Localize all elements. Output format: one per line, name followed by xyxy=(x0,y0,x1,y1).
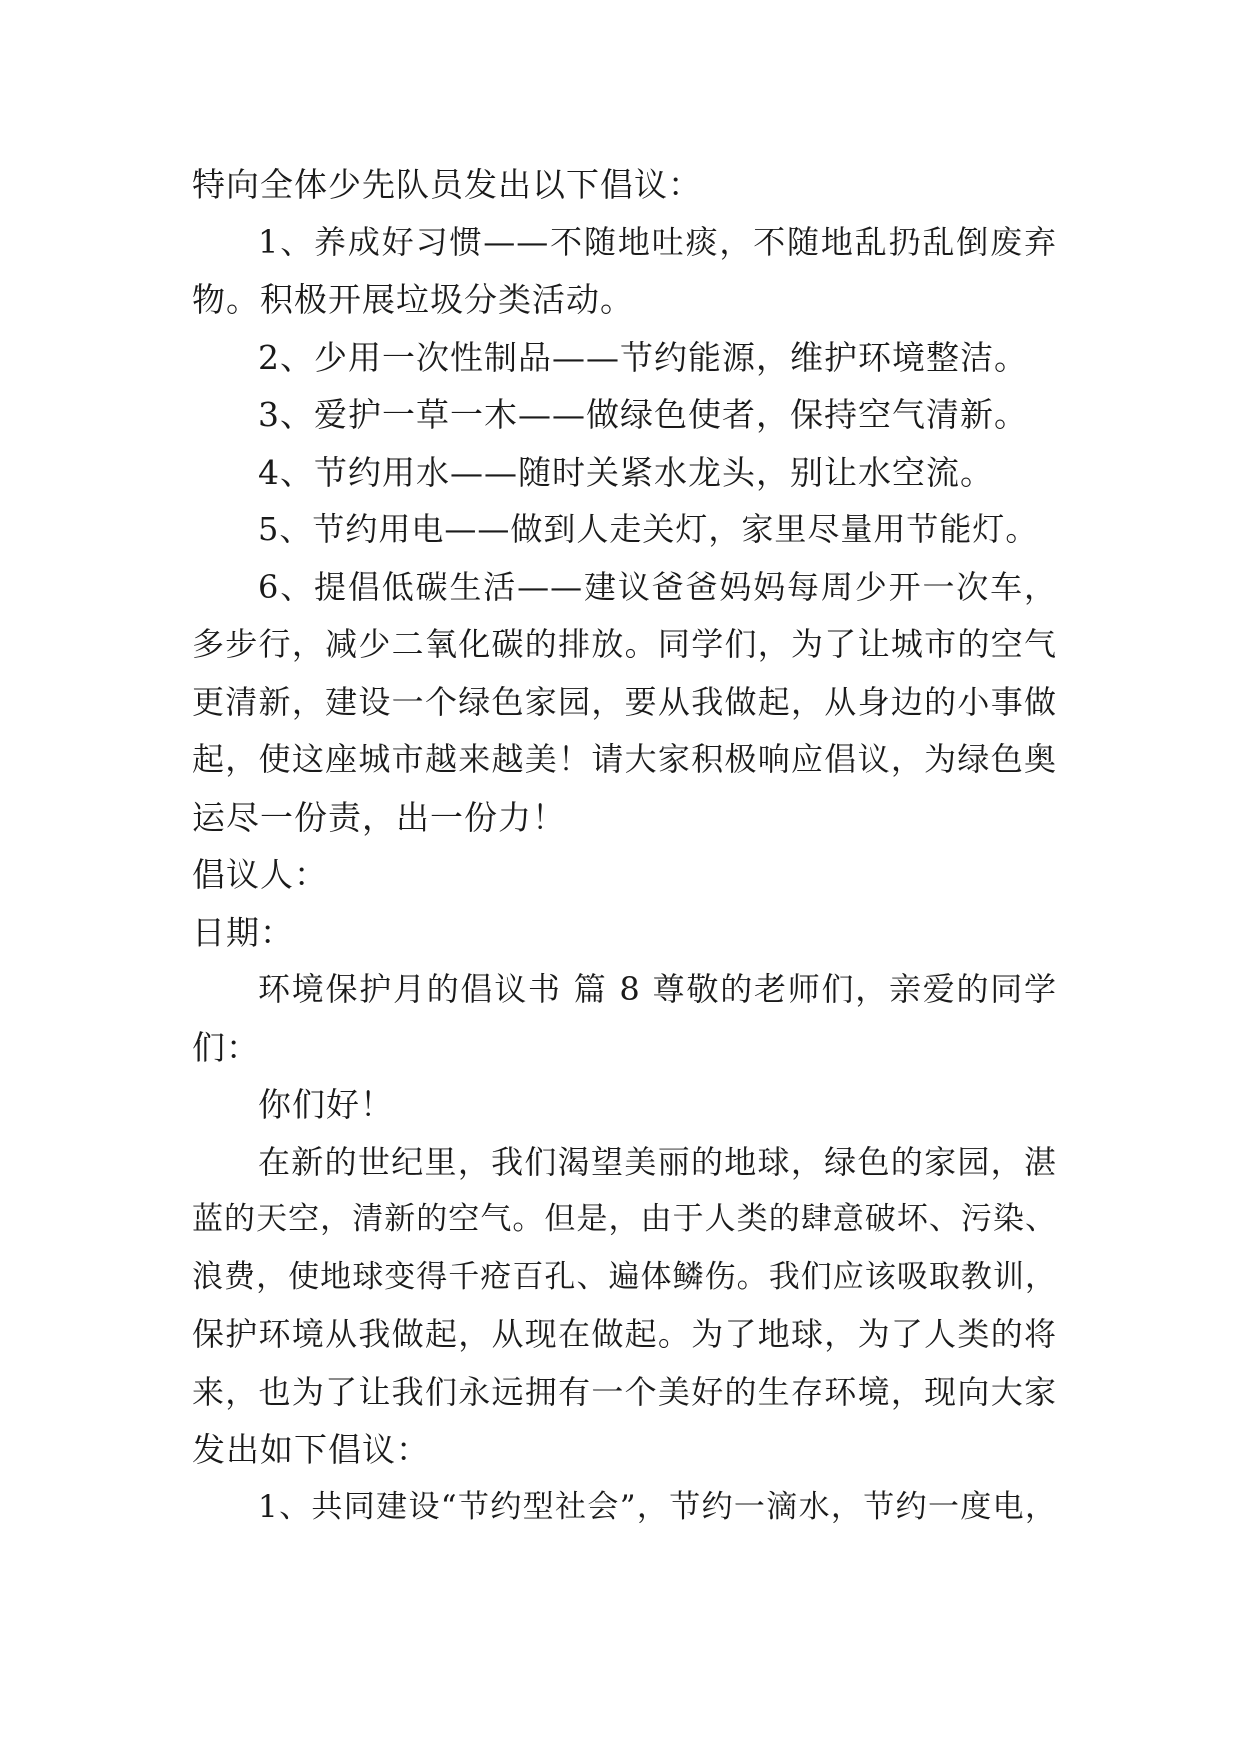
text-line: 5、节约用电——做到人走关灯，家里尽量用节能灯。 xyxy=(258,510,1039,548)
text-line: 更清新，建设一个绿色家园，要从我做起，从身边的小事做 xyxy=(192,682,1057,721)
text-line: 多步行，减少二氧化碳的排放。同学们，为了让城市的空气 xyxy=(192,625,1057,663)
text-line: 6、提倡低碳生活——建议爸爸妈妈每周少开一次车， xyxy=(258,567,1057,606)
text-line: 来，也为了让我们永远拥有一个美好的生存环境，现向大家 xyxy=(192,1372,1057,1411)
text-line: 环境保护月的倡议书 篇 8 尊敬的老师们，亲爱的同学 xyxy=(258,970,1057,1008)
text-line: 浪费，使地球变得千疮百孔、遍体鳞伤。我们应该吸取教训， xyxy=(192,1258,1057,1295)
text-line: 4、节约用水——随时关紧水龙头，别让水空流。 xyxy=(258,452,994,492)
text-line: 发出如下倡议： xyxy=(192,1430,430,1469)
text-line: 你们好！ xyxy=(258,1085,394,1124)
text-line: 在新的世纪里，我们渴望美丽的地球，绿色的家园，湛 xyxy=(258,1142,1057,1181)
text-line: 日期： xyxy=(192,912,294,952)
text-line: 起，使这座城市越来越美！请大家积极响应倡议，为绿色奥 xyxy=(192,740,1057,778)
text-line: 物。积极开展垃圾分类活动。 xyxy=(192,280,634,319)
text-line: 3、爱护一草一木——做绿色使者，保持空气清新。 xyxy=(258,395,1028,434)
text-line: 倡议人： xyxy=(192,855,328,894)
text-line: 1、共同建设“节约型社会”，节约一滴水，节约一度电， xyxy=(258,1488,1057,1525)
text-line: 蓝的天空，清新的空气。但是，由于人类的肆意破坏、污染、 xyxy=(192,1201,1057,1237)
text-line: 特向全体少先队员发出以下倡议： xyxy=(192,165,702,204)
text-line: 运尽一份责，出一份力！ xyxy=(192,797,566,837)
text-line: 们： xyxy=(192,1027,260,1067)
document-body xyxy=(192,156,1057,1536)
text-line: 保护环境从我做起，从现在做起。为了地球，为了人类的将 xyxy=(192,1315,1057,1353)
text-line: 2、少用一次性制品——节约能源，维护环境整洁。 xyxy=(258,337,1028,377)
text-line: 1、养成好习惯——不随地吐痰，不随地乱扔乱倒废弃 xyxy=(258,222,1057,261)
